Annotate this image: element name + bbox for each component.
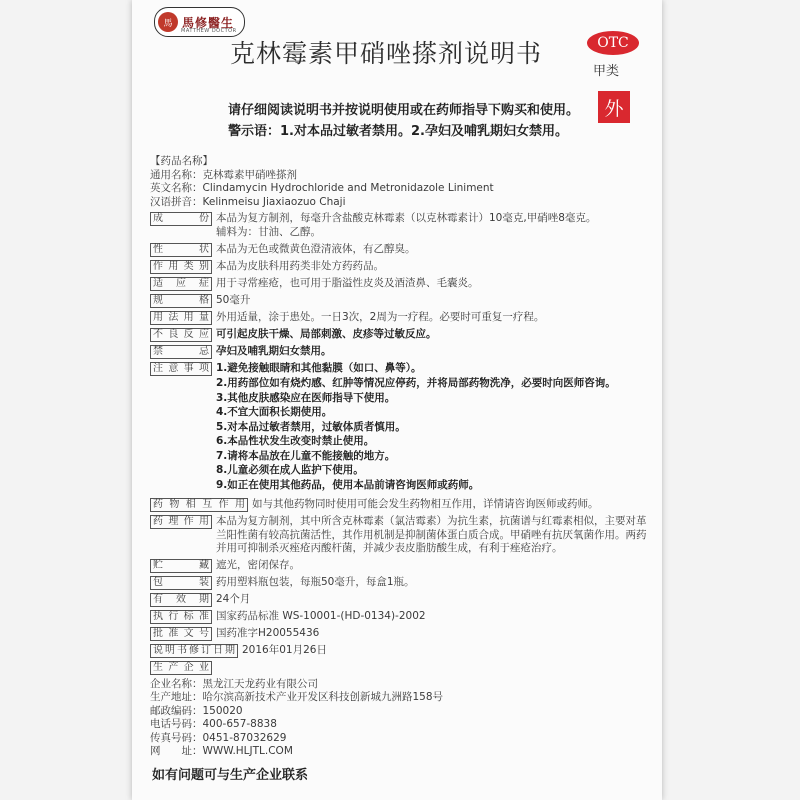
note-item: 8.儿童必须在成人监护下使用。 <box>216 464 364 476</box>
note-item: 7.请将本品放在儿童不能接触的地方。 <box>216 449 396 462</box>
note-item: 4.不宜大面积长期使用。 <box>216 406 333 418</box>
indication-label: 适 应 症 <box>150 277 212 291</box>
website-label: 网 址： <box>150 745 203 757</box>
note-item: 3.其他皮肤感染应在医师指导下使用。 <box>216 391 396 404</box>
note-item: 9.如正在使用其他药品，使用本品前请咨询医师或药师。 <box>216 478 480 491</box>
note-item: 1.避免接触眼睛和其他黏膜（如口、鼻等）。 <box>216 362 422 374</box>
revision-value: 2016年01月26日 <box>242 643 327 656</box>
note-item: 2.用药部位如有烧灼感、红肿等情况应停药，并将局部药物洗净，必要时向医师咨询。 <box>216 377 616 389</box>
approval-value: 国药准字H20055436 <box>216 626 320 639</box>
company-value: 黑龙江天龙药业有限公司 <box>202 677 318 690</box>
adverse-value: 可引起皮肤干燥、局部刺激、皮疹等过敏反应。 <box>216 328 437 340</box>
standard-value: 国家药品标准 WS-10001-(HD-0134)-2002 <box>216 609 426 622</box>
category-label: 作用类别 <box>150 260 212 274</box>
excipients-value: 辅料为：甘油、乙醇。 <box>216 226 321 238</box>
pinyin-name: Kelinmeisu Jiaxiaozuo Chaji <box>202 195 346 208</box>
composition-label: 成 份 <box>150 212 212 226</box>
otc-class: 甲类 <box>593 64 620 79</box>
package-label: 包 装 <box>150 576 212 590</box>
appearance-label: 性 状 <box>150 243 212 257</box>
address-label: 生产地址： <box>150 691 203 703</box>
postal-value: 150020 <box>202 704 243 717</box>
website-value: WWW.HLJTL.COM <box>202 745 293 757</box>
interaction-label: 药物相互作用 <box>150 498 248 512</box>
brand-seal-icon: 馬 <box>158 12 178 32</box>
warning-line: 警示语：1.对本品过敏者禁用。2.孕妇及哺乳期妇女禁用。 <box>228 124 568 139</box>
indication-value: 用于寻常痤疮，也可用于脂溢性皮炎及酒渣鼻、毛囊炎。 <box>216 277 479 289</box>
standard-label: 执行标准 <box>150 610 212 624</box>
otc-badge: OTC <box>587 31 639 55</box>
company-label: 企业名称： <box>150 677 203 690</box>
phone-value: 400-657-8838 <box>202 718 277 730</box>
storage-label: 贮 藏 <box>150 559 212 573</box>
notes-label: 注意事项 <box>150 362 212 376</box>
english-name: Clindamycin Hydrochloride and Metronidazole Liniment <box>202 182 494 194</box>
validity-label: 有 效 期 <box>150 593 212 607</box>
drug-name-heading: 【药品名称】 <box>150 155 213 167</box>
pharmacology-label: 药理作用 <box>150 515 212 529</box>
note-item: 5.对本品过敏者禁用，过敏体质者慎用。 <box>216 420 406 433</box>
contraindication-label: 禁 忌 <box>150 345 212 359</box>
generic-name: 克林霉素甲硝唑搽剂 <box>202 168 297 181</box>
generic-name-label: 通用名称： <box>150 168 203 181</box>
page-title: 克林霉素甲硝唑搽剂说明书 <box>230 39 543 68</box>
contraindication-value: 孕妇及哺乳期妇女禁用。 <box>216 345 332 357</box>
instruction-leaflet <box>132 0 662 800</box>
fax-label: 传真号码： <box>150 731 203 744</box>
package-value: 药用塑料瓶包装，每瓶50毫升，每盒1瓶。 <box>216 575 415 588</box>
spec-value: 50毫升 <box>216 294 251 306</box>
notes-list <box>216 377 652 492</box>
revision-label: 说明书修订日期 <box>150 644 238 658</box>
usage-label: 用法用量 <box>150 311 212 325</box>
usage-value: 外用适量，涂于患处。一日3次，2周为一疗程。必要时可重复一疗程。 <box>216 311 545 323</box>
pharmacology-value: 本品为复方制剂，其中所含克林霉素（氯洁霉素）为抗生素，抗菌谱与红霉素相似，主要对革兰阳性菌有较高抗菌活性，其作用机制是抑制菌体蛋白质合成。甲硝唑有抗厌氧菌作用。两药并用可抑制杀灭痤疮丙酸杆菌，并减少表皮脂肪酸生成，有利于痤疮治疗。 <box>216 515 647 554</box>
pinyin-label: 汉语拼音： <box>150 195 203 208</box>
usage-instruction: 请仔细阅读说明书并按说明使用或在药师指导下购买和使用。 <box>228 103 580 118</box>
storage-value: 遮光，密闭保存。 <box>216 558 300 571</box>
approval-label: 批准文号 <box>150 627 212 641</box>
postal-label: 邮政编码： <box>150 704 203 717</box>
external-use-badge: 外 <box>598 91 630 123</box>
address-value: 哈尔滨高新技术产业开发区科技创新城九洲路158号 <box>202 691 444 703</box>
fax-value: 0451-87032629 <box>202 731 287 744</box>
brand-name-en: MATTHEW DOCTOR <box>181 28 237 34</box>
appearance-value: 本品为无色或微黄色澄清液体，有乙醇臭。 <box>216 243 416 255</box>
phone-label: 电话号码： <box>150 718 203 730</box>
english-name-label: 英文名称： <box>150 182 203 194</box>
adverse-label: 不良反应 <box>150 328 212 342</box>
interaction-value: 如与其他药物同时使用可能会发生药物相互作用，详情请咨询医师或药师。 <box>252 498 599 510</box>
brand-logo <box>154 7 245 37</box>
category-value: 本品为皮肤科用药类非处方药药品。 <box>216 260 384 272</box>
note-item: 6.本品性状发生改变时禁止使用。 <box>216 435 375 447</box>
spec-label: 规 格 <box>150 294 212 308</box>
footer-contact-note: 如有问题可与生产企业联系 <box>152 768 309 783</box>
manufacturer-label: 生产企业 <box>150 661 212 675</box>
validity-value: 24个月 <box>216 592 251 605</box>
leaflet-body <box>150 155 652 759</box>
composition-value: 本品为复方制剂，每毫升含盐酸克林霉素（以克林霉素计）10毫克,甲硝唑8毫克。 <box>216 212 597 224</box>
brand-name: 馬修醫生 <box>182 15 235 30</box>
